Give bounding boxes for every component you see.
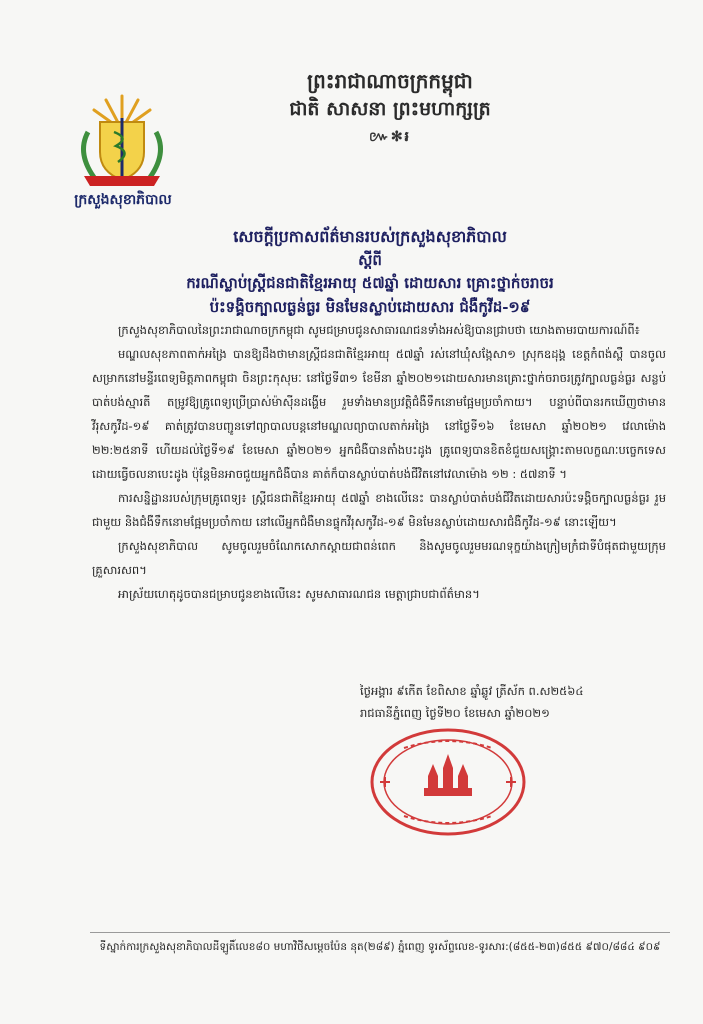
solar-date: រាជធានីភ្នំពេញ ថ្ងៃទី២០ ខែមេសា ឆ្នាំ២០២១ xyxy=(360,706,550,720)
body-paragraph-conclusion: ការសន្និដ្ឋានរបស់ក្រុមគ្រូពេទ្យ៖ ស្ត្រីជនជាតិខ្មែរអាយុ ៥៧ឆ្នាំ ខាងលើនេះ បានស្លាប់បាត់បង់ជីវិតដោយសារប៉ះទង្គិចក្បាលធ្ងន់ធ្ងរ រួមជាមួយ និងជំងឺទឹកនោមផ្អែមប្រចាំកាយ នៅលើអ្នកជំងឺមានផ្ទុកវីរុសកូវីដ-១៩ មិនមែនស្លាប់ដោយសារជំងឺកូវីដ-១៩ នោះឡើយ។ xyxy=(92,491,666,529)
body-paragraph-report: មណ្ឌលសុខភាពតាក់អង្រៃ បានឱ្យដឹងថាមានស្ត្រីជនជាតិខ្មែរអាយុ ៥៧ឆ្នាំ រស់នៅឃុំសង្កែសា១ ស្រុកឧដុង្គ ខេត្តកំពង់ស្ពឺ បានចូលសម្រាកនៅមន្ទីរពេទ្យមិត្តភាពកម្ពុជា ចិនព្រះកុសុមៈ នៅថ្ងៃទី៣១ ខែមីនា ឆ្នាំ២០២១ដោយសារមានគ្រោះថ្នាក់ចរាចរត្រូវក្បាលធ្ងន់ធ្ងរ សន្លប់បាត់បង់ស្មារតី តម្រូវឱ្យគ្រូពេទ្យប្រើប្រាស់ម៉ាស៊ីនដង្ហើម រួមទាំងមានប្រវត្តិជំងឺទឹកនោមផ្អែមប្រចាំកាយ។ បន្ទាប់ពីបានរកឃើញថាមានវីរុសកូវីដ-១៩ គាត់ត្រូវបានបញ្ជូនទៅព្យាបាលបន្តនៅមណ្ឌលព្យាបាលតាក់អង្រៃ នៅថ្ងៃទី១៦ ខែមេសា ឆ្នាំ២០២១ វេលាម៉ោង ២២:២៥នាទី ហើយដល់ថ្ងៃទី១៩ ខែមេសា ឆ្នាំ២០២១ អ្នកជំងឺបានតាំងបះដូង គ្រូពេទ្យបានខិតខំជួយសង្គ្រោះតាមលក្ខណៈបច្ចេកទេស ដោយធ្វើចលនាបេះដូង ប៉ុន្តែមិនអាចជួយអ្នកជំងឺបាន គាត់ក៏បានស្លាប់បាត់បង់ជីវិតនៅវេលាម៉ោង ១២ : ៥៧នាទី ។ xyxy=(92,347,666,481)
body-paragraph-closing: អាស្រ័យហេតុដូចបានជម្រាបជូនខាងលើនេះ សូមសាធារណជន មេត្តាជ្រាបជាព័ត៌មាន។ xyxy=(118,587,480,601)
announcement-title-block xyxy=(90,226,650,318)
body-paragraph-intro: ក្រសួងសុខាភិបាលនៃព្រះរាជាណាចក្រកម្ពុជា សូមជម្រាបជូនសាធារណជនទាំងអស់ឱ្យបានជ្រាបថា យោងតាមរបាយការណ៍ពី៖ xyxy=(118,323,640,337)
ministry-name: ក្រសួងសុខាភិបាល xyxy=(74,192,172,208)
royal-motto xyxy=(240,68,540,146)
ministry-emblem-icon xyxy=(62,92,182,192)
announcement-subject-line1: ករណីស្លាប់ស្ត្រីជនជាតិខ្មែរអាយុ ៥៧ឆ្នាំ ដោយសារ គ្រោះថ្នាក់ចរាចរ xyxy=(186,274,554,292)
official-seal-icon xyxy=(368,726,528,838)
footer-divider xyxy=(90,932,670,933)
announcement-title: សេចក្តីប្រកាសព័ត៌មានរបស់ក្រសួងសុខាភិបាល xyxy=(233,227,507,246)
motto-ornament: ៚✻៛ xyxy=(369,129,411,145)
announcement-subject-line2: ប៉ះទង្គិចក្បាលធ្ងន់ធ្ងរ មិនមែនស្លាប់ដោយសារ ជំងឺកូវីដ-១៩ xyxy=(209,298,531,316)
date-block xyxy=(360,680,660,724)
announcement-subject-label: ស្តីពី xyxy=(358,251,382,269)
lunar-date: ថ្ងៃអង្គារ ៩កើត ខែពិសាខ ឆ្នាំឆ្លូវ ត្រីស័ក ព.ស២៥៦៤ xyxy=(360,684,584,698)
motto-nation-religion-king: ជាតិ សាសនា ព្រះមហាក្សត្រ xyxy=(289,98,491,120)
footer-address: ទីស្នាក់ការក្រសួងសុខាភិបាលដីឡូតិ៍លេខ៨០ មហាវិថីសម្ដេចប៉ែន នុត(២៨៩) ភ្នំពេញ ទូរស័ព្ទលេខ-ទូរសារ:(៨៥៥-២៣)៨៥៥ ៩៧០/៨៨៤ ៩០៩ xyxy=(99,941,661,953)
body-paragraph-condolence: ក្រសួងសុខាភិបាល សូមចូលរួមចំណែកសោកស្តាយជាពន់ពេក និងសូមចូលរួមមរណទុក្ខយ៉ាងក្រៀមក្រំជាទីបំផុតជាមួយក្រុមគ្រួសារសព។ xyxy=(92,539,666,577)
announcement-body xyxy=(92,318,666,606)
motto-kingdom: ព្រះរាជាណាចក្រកម្ពុជា xyxy=(307,69,473,93)
